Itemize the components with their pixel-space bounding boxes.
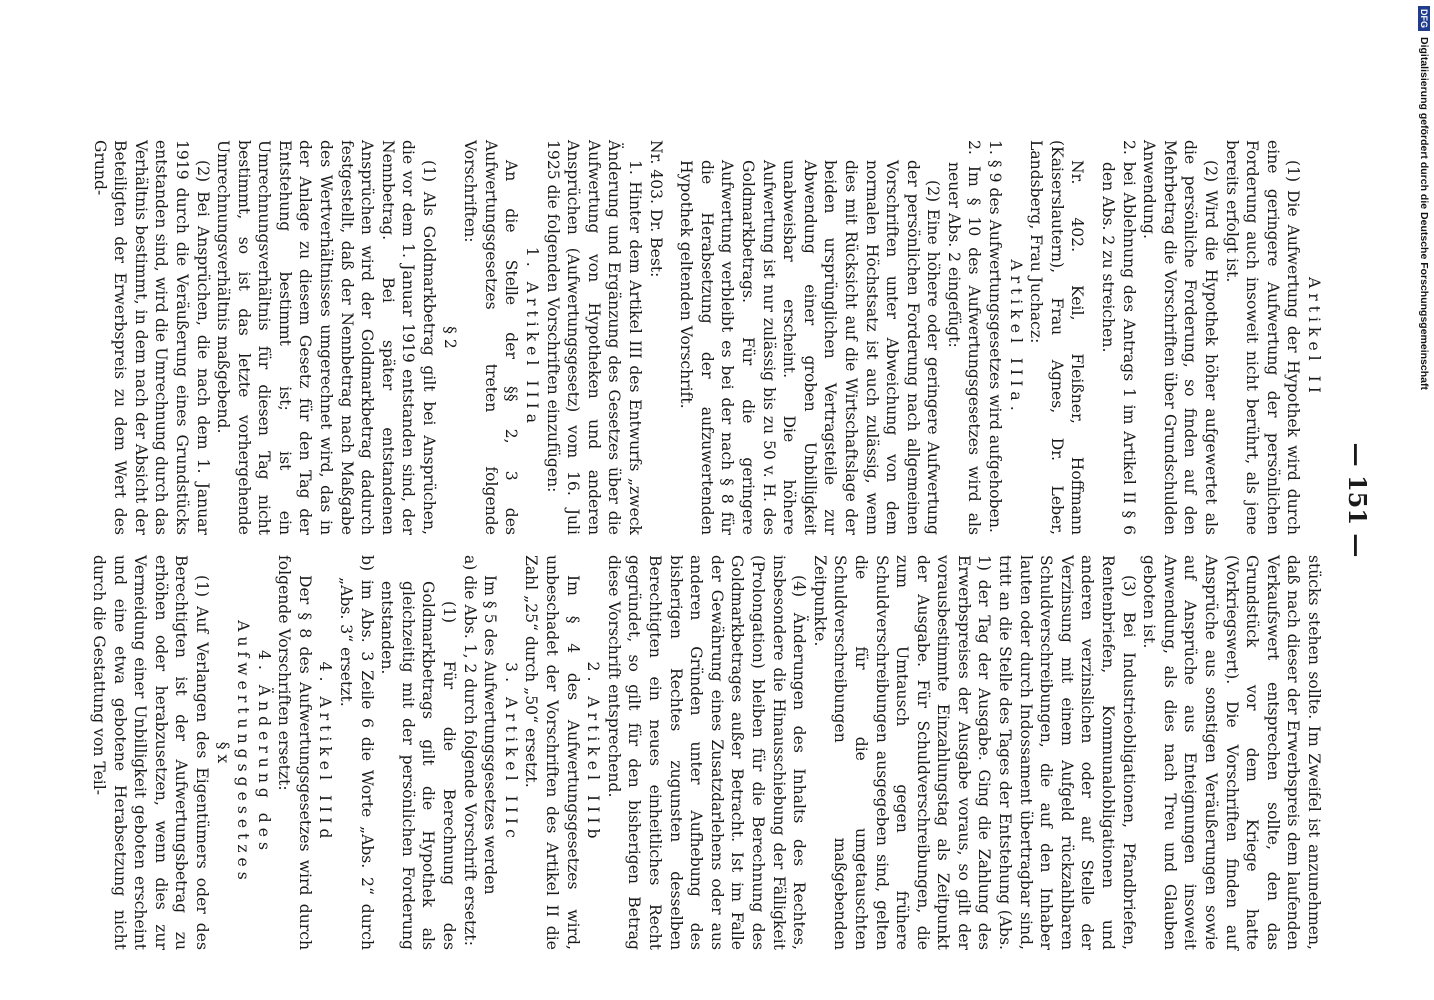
heading-artikel-3a-sub: 1. Artikel IIIa <box>523 246 542 429</box>
paragraph: stücks stehen sollte. Im Zweifel ist anzunehmen, daß nach dieser der Erwerbspreis dem laufenden Verkaufswert entsprechen sollte, den das Grundstück vor dem Kriege hatte (Vorkriegswert). Die Vorschriften finden auf Ansprüche aus sonstigen Veräußerungen sowie auf Ansprüche aus Enteignungen insoweit Anwendung, als dies nach Treu und Glauben geboten ist. <box>1140 555 1323 950</box>
motion-header-402: Nr. 402. Keil, Fleißner, Hoffmann (Kaiserslautern), Frau Agnes, Dr. Leber, Landsberg, Frau Juchacz: <box>1027 140 1087 535</box>
paragraph: An die Stelle der §§ 2, 3 des Aufwertungsgesetzes treten folgende Vorschriften: <box>461 140 521 535</box>
list-item: b) im Abs. 3 Zeile 6 die Worte „Abs. 2“ durch „Abs. 3“ ersetzt. <box>337 555 376 950</box>
heading-artikel-3a: Artikel IIIa. <box>1006 259 1025 416</box>
paragraph: Im § 4 des Aufwertungsgesetzes wird, unbeschadet der Vorschriften des Artikel II die Zahl „25“ durch „50“ ersetzt. <box>522 555 582 950</box>
dfg-logo: DFG <box>1418 6 1430 31</box>
heading-artikel-2: Artikel II <box>1305 277 1323 398</box>
heading-artikel-3b: 2. Artikel IIIb <box>584 661 603 844</box>
funding-note <box>1414 6 1434 406</box>
paragraph: Im § 5 des Aufwertungsgesetzes werden <box>481 575 500 895</box>
paragraph: Der § 8 des Aufwertungsgesetzes wird durch folgende Vorschriften ersetzt: <box>275 555 314 950</box>
paragraph: (1) Als Goldmarkbetrag gilt bei Ansprüchen, die vor dem 1. Januar 1919 entstanden sind, der Nennbetrag. Bei später entstandenen Ansprüchen wird der Goldmarkbetrag dadurch festgestellt, daß der Nennbetrag nach Maßgabe des Wertverhältnisses umgerechnet wird, das in der Anlage zu diesem Gesetz für den Tag der Entstehung bestimmt ist; ist ein Umrechnungsverhältnis für diesen Tag nicht bestimmt, so ist das letzte vorhergehende Umrechnungsverhältnis maßgebend. <box>214 140 439 535</box>
heading-aenderung: 4. Änderung des Aufwertungsgesetzes <box>234 620 273 885</box>
paragraph: (1) Auf Verlangen des Eigentümers oder des Berechtigten ist der Aufwertungsbetrag zu erhöhen oder herabzusetzen, wenn dies zur Vermeidung einer Unbilligkeit geboten erscheint und eine etwa gebotene Herabsetzung nicht durch die Gestattung von Teil- <box>89 555 211 950</box>
paragraph: 1. Hinter dem Artikel III des Entwurfs „zweck Änderung und Ergänzung des Gesetzes über die Aufwertung von Hypotheken und anderen Ansprüchen (Aufwertungsgesetz) vom 16. Juli 1925 die folgenden Vorschriften einzufügen: <box>543 140 644 535</box>
motion-header-403: Nr. 403. Dr. Best: <box>646 140 665 278</box>
funding-text: Digitalisierung gefördert durch die Deutsche Forschungsgemeinschaft <box>1418 37 1430 390</box>
paragraph: (2) Eine höhere oder geringere Aufwertung der persönlichen Forderung nach allgemeinen Vorschriften unter Abweichung von dem normalen Höchstsatz ist auch zulässig, wenn dies mit Rücksicht auf die Wirtschaftslage der beiden ursprünglichen Vertragsteile zur Abwendung einer groben Unbilligkeit unabweisbar erscheint. Die höhere Aufwertung ist nur zulässig bis zu 50 v. H. des Goldmarkbetrags. Für die geringere Aufwertung verbleibt es bei der nach § 8 für die Herabsetzung der aufzuwertenden Hypothek geltenden Vorschrift. <box>677 160 943 535</box>
paragraph: (2) Bei Ansprüchen, die nach dem 1. Januar 1919 durch die Veräußerung eines Grundstücks entstanden sind, wird die Umrechnung durch das Verhältnis bestimmt, in dem nach der Absicht der Beteiligten der Erwerbspreis zu dem Wert des Grund- <box>90 140 212 535</box>
paragraph: (1) Für die Berechnung des Goldmarkbetrags gilt die Hypothek als gleichzeitig mit der persönlichen Forderung entstanden. <box>378 581 459 950</box>
page-number: — 151 — <box>1343 442 1372 558</box>
list-item: 1. § 9 des Aufwertungsgesetzes wird aufgehoben. <box>986 140 1005 533</box>
list-item: 2. bei Ablehnung des Antrags 1 im Artikel II § 6 den Abs. 2 zu streichen. <box>1099 140 1138 535</box>
paragraph: (4) Änderungen des Inhalts des Rechtes, insbesondere die Hinausschiebung der Fälligkeit (Prolongation) bleiben für die Berechnung des Goldmarkbetrages außer Betracht. Ist im Falle der Gewährung eines Zusatzdarlehens oder aus anderen Gründen unter Aufhebung des bisherigen Rechtes zugunsten desselben Berechtigten ein neues einheitliches Recht gegründet, so gilt für den bisherigen Betrag diese Vorschrift entsprechend. <box>604 555 809 950</box>
left-column <box>89 140 1324 535</box>
list-item: a) die Abs. 1, 2 durch folgende Vorschrift ersetzt: <box>460 555 479 946</box>
heading-artikel-3d: 4. Artikel IIId <box>316 661 335 844</box>
paragraph: (2) Wird die Hypothek höher aufgewertet als die persönliche Forderung, so finden auf den Mehrbetrag die Vorschriften über Grundschulden Anwendung. <box>1140 140 1221 535</box>
heading-artikel-3c: 3. Artikel IIIc <box>501 662 520 843</box>
list-item: 2. Im § 10 des Aufwertungsgesetzes wird als neuer Abs. 2 eingefügt: <box>944 140 984 535</box>
right-column <box>88 555 1324 950</box>
paragraph: (1) Die Aufwertung der Hypothek wird durch eine geringere Aufwertung der persönlichen Forderung auch insoweit nicht berührt, als jene bereits erfolgt ist. <box>1222 140 1303 535</box>
paragraph: (3) Bei Industrieobligationen, Pfandbriefen, Rentenbriefen, Kommunalobligationen und anderen verzinslichen oder auf Stelle der Verzinsung mit einem Aufgeld rückzahlbaren Schuldverschreibungen, die auf den Inhaber lauten oder durch Indossament übertragbar sind, tritt an die Stelle des Tages der Entstehung (Abs. 1) der Tag der Ausgabe. Ging die Zahlung des Erwerbspreises der Ausgabe voraus, so gilt der vorausbestimmte Einzahlungstag als Zeitpunkt der Ausgabe. Für Schuldverschreibungen, die zum Umtausch gegen frühere Schuldverschreibungen ausgegeben sind, gelten die für die umgetauschten Schuldverschreibungen maßgebenden Zeitpunkte. <box>810 555 1138 950</box>
section-mark: § x <box>213 741 232 764</box>
section-mark: § 2 <box>440 326 459 349</box>
